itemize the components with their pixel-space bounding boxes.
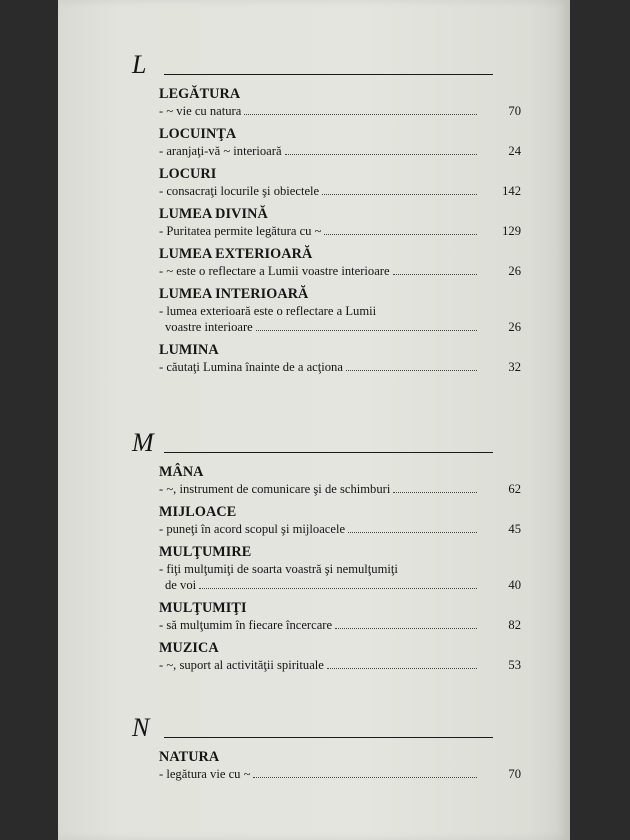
entry-title: LOCURI [159,166,217,182]
index-section-l [58,50,570,382]
section-rule [164,737,493,738]
entry-subline [159,521,519,537]
section-header [58,50,570,86]
index-entry [159,166,519,199]
entry-description: - aranjaţi-vă ~ interioară [159,144,282,158]
entry-subline [159,481,519,497]
page-number: 62 [508,482,521,496]
entry-subline [159,577,519,593]
section-rule [164,452,493,453]
index-entry [159,246,519,279]
entry-title: LUMINA [159,342,219,358]
entry-subline [159,561,519,577]
page-number: 142 [502,184,521,198]
section-header [58,713,570,749]
index-entry [159,464,519,497]
index-entry [159,600,519,633]
entry-title: MULŢUMIRE [159,544,252,560]
book-page [58,0,570,840]
entry-subline [159,617,519,633]
entry-title: MIJLOACE [159,504,237,520]
index-entry [159,126,519,159]
dot-leader [285,154,477,155]
entry-subline [159,183,519,199]
page-number: 24 [508,144,521,158]
entry-description: - consacraţi locurile şi obiectele [159,184,320,198]
page-number: 82 [508,618,521,632]
dot-leader [393,274,477,275]
entry-subline [159,143,519,159]
entry-description: - legătura vie cu ~ [159,767,251,781]
index-entry [159,544,519,593]
entry-list [58,464,570,673]
entry-description: - să mulţumim în fiecare încercare [159,618,333,632]
section-letter: M [132,428,154,457]
entry-title: NATURA [159,749,220,765]
dot-leader [244,114,477,115]
entry-subline [159,359,519,375]
entry-description: - căutaţi Lumina înainte de a acţiona [159,360,343,374]
index-entry [159,749,519,782]
entry-description: - ~, instrument de comunicare şi de schimburi [159,482,391,496]
page-number: 70 [508,104,521,118]
entry-description: voastre interioare [165,320,253,334]
index-entry [159,206,519,239]
index-section-n [58,713,570,789]
entry-title: LUMEA INTERIOARĂ [159,286,309,302]
page-number: 70 [508,767,521,781]
page-number: 129 [502,224,521,238]
page-number: 26 [508,264,521,278]
entry-description: - fiţi mulţumiţi de soarta voastră şi nemulţumiţi [159,562,398,576]
entry-description: - ~, suport al activităţii spirituale [159,658,324,672]
page-number: 45 [508,522,521,536]
index-section-m [58,428,570,680]
entry-list [58,749,570,782]
section-letter: N [132,713,150,742]
dot-leader [348,532,477,533]
section-letter: L [132,50,147,79]
entry-title: LEGĂTURA [159,86,241,102]
index-entry [159,504,519,537]
page-number: 32 [508,360,521,374]
dot-leader [324,234,477,235]
section-header [58,428,570,464]
entry-description: - Puritatea permite legătura cu ~ [159,224,322,238]
entry-title: LUMEA DIVINĂ [159,206,268,222]
entry-title: LOCUINŢA [159,126,237,142]
entry-description: - lumea exterioară este o reflectare a Lumii [159,304,377,318]
section-rule [164,74,493,75]
page-number: 26 [508,320,521,334]
entry-subline [159,657,519,673]
index-entry [159,640,519,673]
entry-title: LUMEA EXTERIOARĂ [159,246,313,262]
dot-leader [199,588,477,589]
entry-description: - ~ vie cu natura [159,104,242,118]
index-entry [159,86,519,119]
entry-description: - puneţi în acord scopul şi mijloacele [159,522,346,536]
dot-leader [253,777,477,778]
entry-title: MÂNA [159,464,204,480]
entry-subline [159,766,519,782]
entry-subline [159,319,519,335]
dot-leader [322,194,477,195]
page-number: 53 [508,658,521,672]
entry-description: de voi [165,578,197,592]
entry-subline [159,263,519,279]
dot-leader [335,628,477,629]
entry-subline [159,223,519,239]
dot-leader [256,330,477,331]
entry-subline [159,303,519,319]
index-entry [159,286,519,335]
entry-title: MUZICA [159,640,219,656]
entry-description: - ~ este o reflectare a Lumii voastre interioare [159,264,390,278]
page-number: 40 [508,578,521,592]
entry-subline [159,103,519,119]
index-entry [159,342,519,375]
entry-title: MULŢUMIŢI [159,600,247,616]
entry-list [58,86,570,375]
dot-leader [346,370,477,371]
dot-leader [393,492,477,493]
dot-leader [327,668,477,669]
